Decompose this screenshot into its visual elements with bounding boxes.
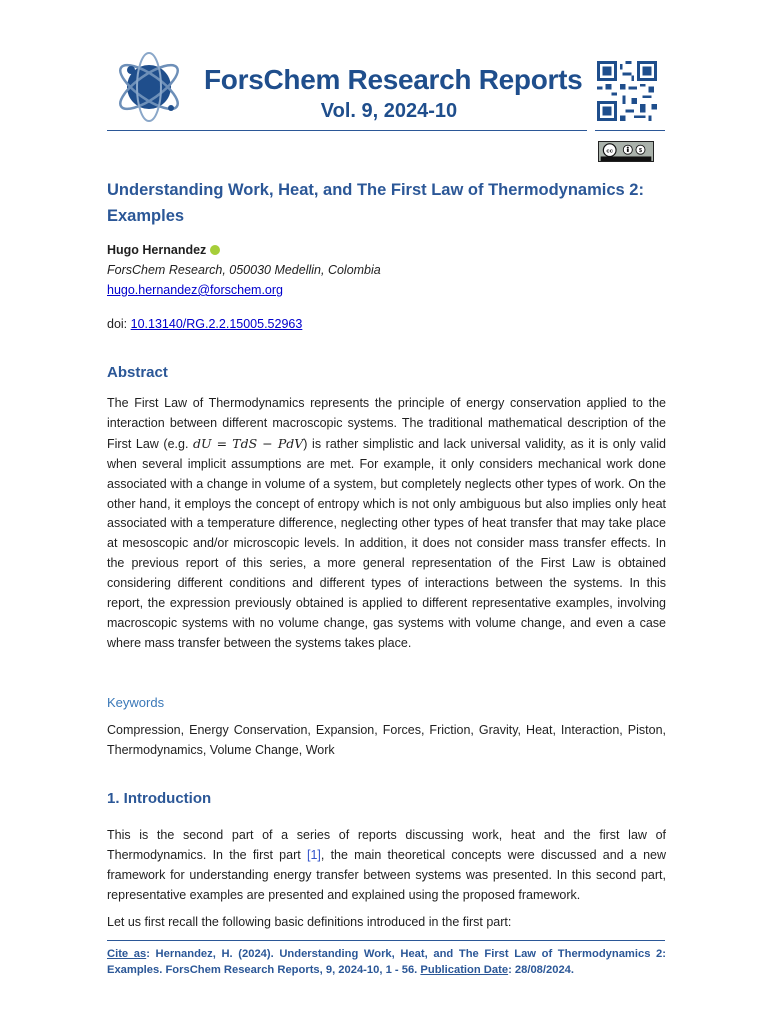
footer-divider [107, 940, 665, 941]
report-header [107, 48, 665, 132]
atom-globe-logo [111, 50, 187, 124]
abstract-equation: dU = TdS − PdV [193, 435, 304, 451]
abstract-text-part1: The First Law of Thermodynamics represents the principle of energy conservation applied to the interaction between different macroscopic systems. The traditional mathematical description of the First Law (e.g. [107, 396, 666, 451]
journal-title: ForsChem Research Reports [204, 64, 583, 95]
citation-footer [107, 946, 666, 978]
abstract-text-part2: ) is rather simplistic and lack universal validity, as it is only valid when several implicit assumptions are met. For example, it only considers mechanical work done associated with a change in volume of a system, but completely neglects other types of work. On the other hand, it employs the concept of entropy which is not only ambiguous but also implies only heat associated with a temperature difference, neglecting other types of heat transfer that may take place at mesoscopic and/or microscopic levels. In addition, it does not consider mass transfer effects. In the previous report of this series, a more general representation of the First Law is obtained considering different conditions and different types of interactions between the systems. In this report, the expression previously obtained is applied to different representative examples, involving macroscopic systems with no volume change, gas systems with volume change, and even a case where mass transfer between the systems takes place. [107, 436, 666, 650]
intro-p1-part1: This is the second part of a series of reports discussing work, heat and the first law of Thermodynamics. In the first part [107, 828, 666, 862]
doi-line [107, 317, 302, 331]
svg-text:$: $ [638, 147, 642, 154]
qr-code-icon[interactable] [597, 60, 657, 122]
cite-as-label: Cite as [107, 948, 147, 960]
paper-title: Understanding Work, Heat, and The First Law of Thermodynamics 2: Examples [107, 181, 644, 225]
abstract-heading: Abstract [107, 364, 168, 381]
header-divider-right [595, 130, 665, 131]
svg-text:cc: cc [606, 148, 613, 155]
doi-link[interactable]: 10.13140/RG.2.2.15005.52963 [130, 317, 303, 331]
citation-link-1[interactable]: [1] [306, 848, 321, 862]
introduction-paragraph-1 [107, 825, 666, 905]
author-name-text: Hugo Hernandez [107, 243, 207, 257]
cite-text: : Hernandez, H. (2024). Understanding Work, Heat, and The First Law of Thermodynamics 2: Examples. ForsChem Research Reports, 9, 2024-10, 1 - 56. [107, 948, 666, 976]
intro-p1-part2: , the main theoretical concepts were discussed and a new framework for understanding energy transfer between systems was presented. In this second part, representative examples are presented and explained using the proposed framework. [107, 848, 666, 902]
abstract-text [107, 394, 666, 654]
keywords-heading: Keywords [107, 695, 165, 710]
introduction-heading: 1. Introduction [107, 790, 212, 807]
author-affiliation: ForsChem Research, 050030 Medellin, Colombia [107, 263, 381, 277]
cc-by-nc-badge[interactable] [598, 141, 654, 162]
author-name [107, 243, 220, 257]
author-email-link[interactable]: hugo.hernandez@forschem.org [107, 283, 283, 297]
introduction-paragraph-2: Let us first recall the following basic definitions introduced in the first part: [107, 915, 512, 929]
journal-volume: Vol. 9, 2024-10 [320, 100, 458, 122]
publication-date-label: Publication Date [420, 964, 509, 976]
keywords-text: Compression, Energy Conservation, Expansion, Forces, Friction, Gravity, Heat, Interaction, Piston, Thermodynamics, Volume Change, Work [107, 723, 666, 757]
doi-label: doi: [107, 317, 128, 331]
publication-date: : 28/08/2024. [508, 964, 574, 976]
orcid-icon[interactable] [210, 245, 220, 255]
header-divider [107, 130, 587, 131]
